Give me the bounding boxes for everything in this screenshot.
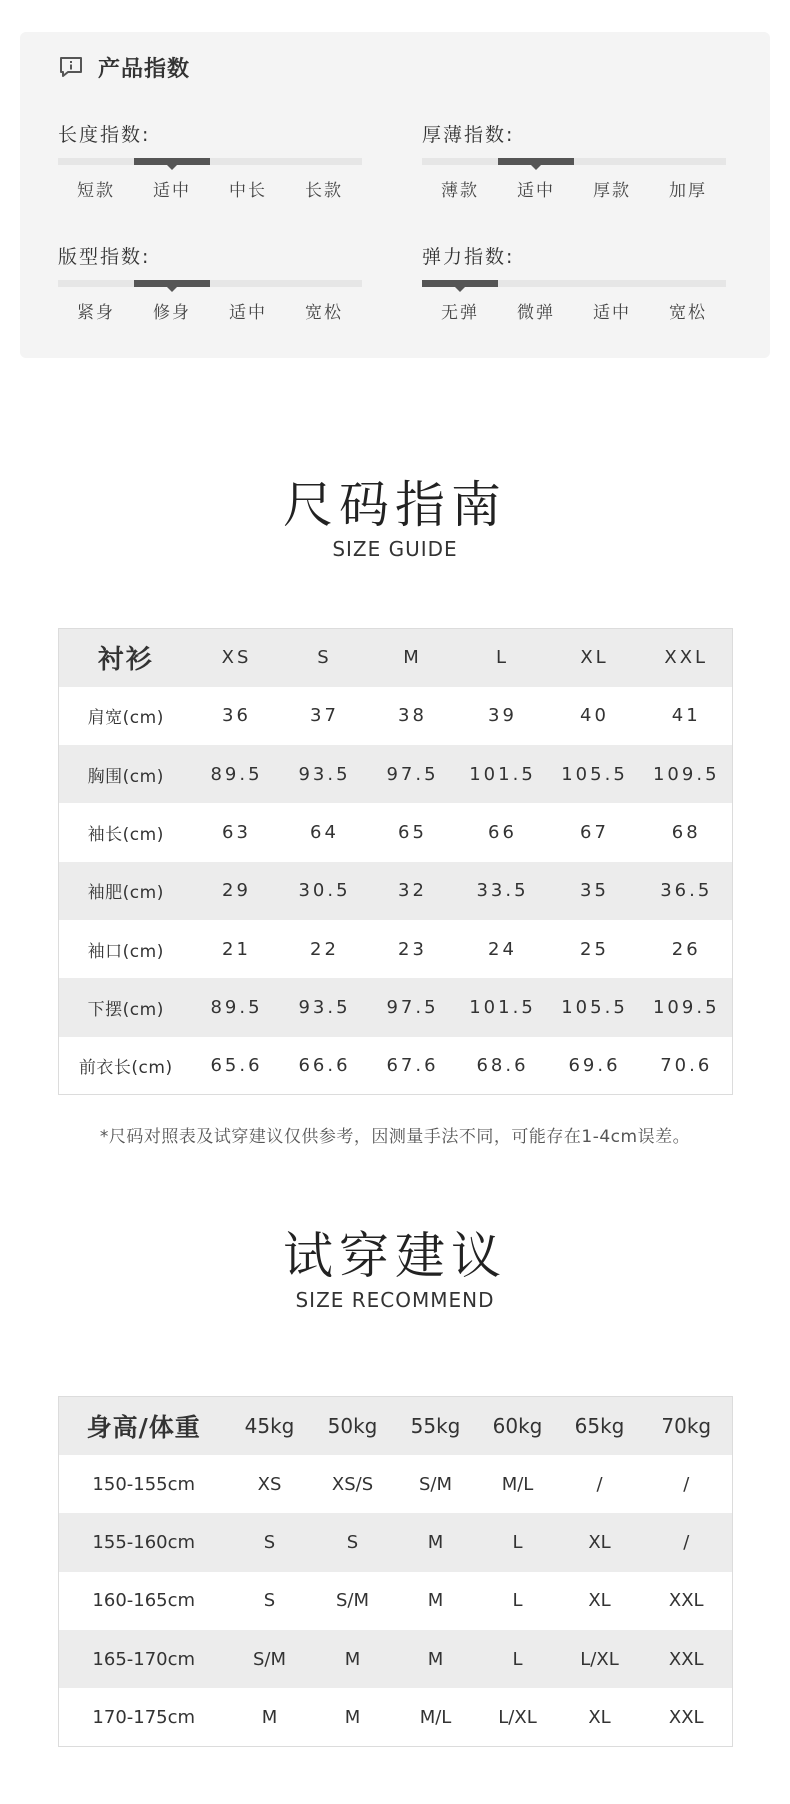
size-column-header: XXL	[664, 647, 709, 669]
row-label: 165-170cm	[92, 1648, 196, 1670]
metric-indicator	[134, 280, 210, 287]
metric-option: 宽松	[305, 303, 343, 323]
size-recommend-heading	[0, 1226, 790, 1312]
size-disclaimer-note: *尺码对照表及试穿建议仅供参考，因测量手法不同，可能存在1-4cm误差。	[99, 1127, 691, 1147]
table-row	[59, 978, 733, 1036]
table-cell: L	[512, 1590, 523, 1612]
metric-option: 无弹	[441, 303, 479, 323]
table-cell: 93.5	[298, 996, 351, 1018]
table-cell: XXL	[668, 1648, 704, 1670]
table-cell: 97.5	[386, 763, 439, 785]
table-cell: XS/S	[331, 1473, 374, 1495]
table-cell: M	[344, 1648, 361, 1670]
row-label: 150-155cm	[92, 1473, 196, 1495]
row-label: 前衣长(cm)	[78, 1057, 173, 1078]
metric-label: 版型指数:	[58, 246, 151, 268]
table-cell: M/L	[501, 1473, 534, 1495]
table-cell: 89.5	[210, 996, 263, 1018]
table-cell: L	[512, 1648, 523, 1670]
table-cell: 63	[222, 822, 251, 844]
row-label: 袖口(cm)	[87, 941, 164, 962]
row-label: 下摆(cm)	[87, 999, 164, 1020]
table-cell: 93.5	[298, 763, 351, 785]
table-cell: 67	[580, 822, 609, 844]
table-cell: M/L	[419, 1706, 452, 1728]
table-cell: 37	[310, 705, 339, 727]
size-guide-table	[58, 628, 733, 1095]
size-guide-heading	[0, 475, 790, 561]
row-label: 袖肥(cm)	[87, 883, 164, 904]
metric-label: 长度指数:	[58, 124, 151, 146]
table-cell: 21	[222, 938, 251, 960]
weight-column-header: 50kg	[327, 1413, 378, 1438]
size-column-header: M	[403, 647, 422, 669]
metric-option: 适中	[593, 303, 631, 323]
table-cell: 29	[222, 880, 251, 902]
table-cell: 109.5	[652, 996, 720, 1018]
metric-option: 紧身	[77, 303, 115, 323]
table-row	[59, 1688, 733, 1746]
table-cell: 23	[398, 938, 427, 960]
weight-column-header: 55kg	[410, 1413, 461, 1438]
row-label: 160-165cm	[92, 1590, 196, 1612]
table-cell: XL	[588, 1706, 611, 1728]
weight-column-header: 70kg	[661, 1413, 712, 1438]
metric-indicator	[422, 280, 498, 287]
info-chat-icon	[58, 55, 84, 79]
metric-track	[58, 158, 362, 165]
table-cell: XL	[588, 1590, 611, 1612]
table-cell: 68.6	[476, 1054, 529, 1076]
table-cell: 69.6	[568, 1054, 621, 1076]
table-row	[59, 745, 733, 803]
metric-option: 宽松	[669, 303, 707, 323]
row-label: 170-175cm	[92, 1706, 196, 1728]
table-cell: S/M	[418, 1473, 453, 1495]
metric-option: 适中	[229, 303, 267, 323]
table-cell: 105.5	[561, 763, 628, 785]
table-cell: 38	[398, 705, 427, 727]
table-cell: 68	[671, 822, 701, 844]
table-cell: S	[263, 1531, 276, 1553]
table-header-row	[59, 1397, 733, 1455]
table-cell: 41	[671, 705, 701, 727]
table-cell: 32	[398, 880, 427, 902]
metric-elasticity	[422, 242, 726, 342]
table-cell: /	[683, 1531, 690, 1553]
size-guide-title: 尺码指南	[283, 476, 507, 534]
weight-column-header: 45kg	[244, 1413, 295, 1438]
table-header-row	[59, 629, 733, 687]
metric-option: 长款	[305, 181, 343, 201]
table-cell: L/XL	[580, 1648, 619, 1670]
table-cell: 66	[488, 822, 517, 844]
table-cell: M	[427, 1590, 444, 1612]
size-column-header: L	[495, 647, 510, 669]
table-cell: 33.5	[476, 880, 529, 902]
metric-fit	[58, 242, 362, 342]
metric-option: 适中	[153, 181, 191, 201]
table-cell: 24	[488, 938, 517, 960]
table-cell: XL	[588, 1531, 611, 1553]
metric-indicator	[134, 158, 210, 165]
metric-option: 加厚	[669, 181, 707, 201]
table-corner-label: 衬衫	[97, 645, 154, 676]
table-cell: 66.6	[298, 1054, 351, 1076]
size-column-header: S	[317, 647, 332, 669]
row-label: 袖长(cm)	[87, 825, 164, 846]
weight-column-header: 65kg	[574, 1413, 625, 1438]
product-index-header	[58, 52, 190, 82]
table-cell: M	[261, 1706, 278, 1728]
table-cell: 70.6	[660, 1054, 713, 1076]
table-cell: 89.5	[210, 763, 263, 785]
metric-option: 短款	[77, 181, 115, 201]
table-cell: 67.6	[386, 1054, 439, 1076]
table-cell: L/XL	[498, 1706, 537, 1728]
size-guide-subtitle: SIZE GUIDE	[332, 537, 458, 561]
table-cell: 35	[580, 880, 609, 902]
table-cell: S/M	[335, 1590, 370, 1612]
size-recommend-subtitle: SIZE RECOMMEND	[295, 1288, 495, 1312]
metric-option: 微弹	[517, 303, 555, 323]
table-cell: 65	[398, 822, 427, 844]
table-cell: 101.5	[469, 763, 536, 785]
metric-option: 中长	[229, 181, 267, 201]
table-cell: M	[427, 1648, 444, 1670]
table-cell: 39	[488, 705, 517, 727]
metric-track	[422, 280, 726, 287]
product-index-title: 产品指数	[98, 56, 191, 82]
table-cell: S/M	[252, 1648, 287, 1670]
table-cell: 40	[580, 705, 609, 727]
metric-track	[422, 158, 726, 165]
table-row	[59, 1455, 733, 1513]
metric-length	[58, 120, 362, 220]
row-label: 胸围(cm)	[87, 766, 164, 787]
table-cell: XS	[257, 1473, 282, 1495]
table-row	[59, 920, 733, 978]
metric-option: 修身	[153, 303, 191, 323]
table-cell: 97.5	[386, 996, 439, 1018]
table-cell: 30.5	[298, 880, 351, 902]
table-cell: 36	[222, 705, 251, 727]
table-cell: XXL	[668, 1706, 704, 1728]
table-corner-label: 身高/体重	[86, 1412, 201, 1442]
table-cell: 109.5	[652, 763, 720, 785]
size-column-header: XS	[221, 647, 252, 669]
metric-track	[58, 280, 362, 287]
table-cell: 64	[310, 822, 339, 844]
table-cell: 22	[310, 938, 339, 960]
table-row	[59, 1513, 733, 1571]
product-index-card	[20, 32, 770, 358]
table-row	[59, 803, 733, 861]
table-cell: 65.6	[210, 1054, 263, 1076]
table-cell: /	[683, 1473, 690, 1495]
row-label: 肩宽(cm)	[87, 708, 164, 729]
metric-thickness	[422, 120, 726, 220]
table-cell: M	[427, 1531, 444, 1553]
table-cell: S	[346, 1531, 359, 1553]
table-cell: 101.5	[469, 996, 536, 1018]
metric-option: 厚款	[593, 181, 631, 201]
table-cell: 26	[671, 938, 701, 960]
table-row	[59, 862, 733, 920]
metric-option: 适中	[517, 181, 555, 201]
size-column-header: XL	[580, 647, 609, 669]
table-row	[59, 687, 733, 745]
table-row	[59, 1630, 733, 1688]
size-recommend-table	[58, 1396, 733, 1747]
table-row	[59, 1572, 733, 1630]
metric-label: 厚薄指数:	[422, 124, 515, 146]
table-cell: S	[263, 1590, 276, 1612]
weight-column-header: 60kg	[492, 1413, 543, 1438]
table-cell: XXL	[668, 1590, 704, 1612]
row-label: 155-160cm	[92, 1531, 196, 1553]
table-cell: /	[596, 1473, 603, 1495]
table-cell: M	[344, 1706, 361, 1728]
metric-label: 弹力指数:	[422, 246, 515, 268]
table-cell: L	[512, 1531, 523, 1553]
table-cell: 36.5	[660, 880, 713, 902]
size-recommend-title: 试穿建议	[283, 1227, 507, 1285]
metric-indicator	[498, 158, 574, 165]
table-cell: 25	[580, 938, 609, 960]
table-row	[59, 1037, 733, 1095]
table-cell: 105.5	[561, 996, 628, 1018]
metric-option: 薄款	[441, 181, 479, 201]
